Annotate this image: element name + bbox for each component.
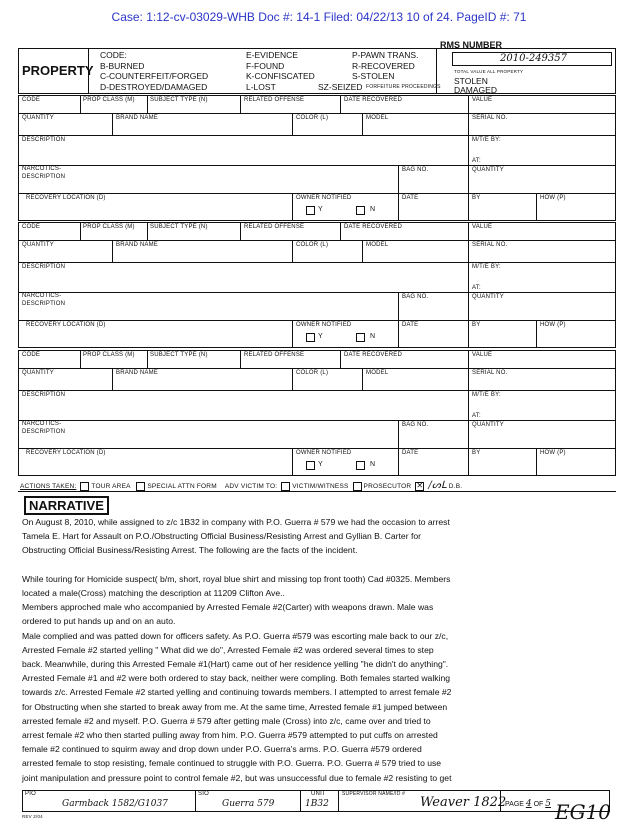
narrative-line: towards z/c. Arrested Female #2 started yelling and continuing towards members. I attempted to arrest female #2 xyxy=(22,687,452,698)
col-divider xyxy=(362,113,363,135)
row-divider xyxy=(18,262,616,263)
row-divider xyxy=(18,320,616,321)
at-label: AT: xyxy=(472,285,481,291)
value-label: VALUE xyxy=(472,352,493,358)
col-divider xyxy=(362,240,363,262)
narrative-line: Obstructing Official Business/Resisting Arrest. The following are the facts of the incident. xyxy=(22,545,358,556)
col-divider xyxy=(468,292,469,320)
col-divider xyxy=(468,420,469,448)
narcotics-label: NARCOTICS- xyxy=(22,166,62,172)
narrative-line: Tamela E. Hart for Assault on P.O./Obstructing Official Business/Resisting Arrest and Gyllian B. Carter for xyxy=(22,531,421,542)
by-label: BY xyxy=(472,195,481,201)
mte-by-label: M/T/E BY: xyxy=(472,264,501,270)
description-label: DESCRIPTION xyxy=(22,137,66,143)
actions-row xyxy=(20,480,616,491)
court-header-line: Case: 1:12-cv-03029-WHB Doc #: 14-1 Filed: 04/22/13 10 of 24. PageID #: 71 xyxy=(111,10,527,24)
subject-type-label: SUBJECT TYPE (N) xyxy=(150,352,208,358)
stolen-label: STOLEN xyxy=(454,76,488,86)
col-divider xyxy=(147,350,148,368)
prop-class-label: PROP CLASS (M) xyxy=(83,224,135,230)
quantity-label: QUANTITY xyxy=(22,242,54,248)
victim-witness-checkbox[interactable] xyxy=(281,482,290,491)
col-divider xyxy=(468,135,469,165)
mte-by-label: M/T/E BY: xyxy=(472,392,501,398)
date-label: DATE xyxy=(402,322,419,328)
mte-by-label: M/T/E BY: xyxy=(472,137,501,143)
recovery-location-label: RECOVERY LOCATION (D) xyxy=(26,195,106,201)
owner-notified-no-checkbox[interactable] xyxy=(356,461,365,470)
row-divider xyxy=(18,420,616,421)
narrative-line: arrested female #2 and myself. P.O. Guerra # 579 after getting male (Cross) into z/c, came over and tried to xyxy=(22,715,431,726)
description-label: DESCRIPTION xyxy=(22,264,66,270)
col-divider xyxy=(80,350,81,368)
brand-name-label: BRAND NAME xyxy=(116,370,159,376)
serial-no-label: SERIAL NO. xyxy=(472,242,508,248)
subject-type-label: SUBJECT TYPE (N) xyxy=(150,224,208,230)
yes-label: Y xyxy=(318,333,323,340)
col-divider xyxy=(468,193,469,221)
col-divider xyxy=(398,320,399,348)
by-label: BY xyxy=(472,322,481,328)
special-attn-label: SPECIAL ATTN FORM xyxy=(147,483,217,490)
yes-label: Y xyxy=(318,206,323,213)
tour-area-label: TOUR AREA xyxy=(91,483,131,490)
col-divider xyxy=(80,222,81,240)
quantity-label: QUANTITY xyxy=(22,115,54,121)
related-offense-label: RELATED OFFENSE xyxy=(244,352,305,358)
total-value-label: TOTAL VALUE ALL PROPERTY xyxy=(454,69,524,74)
value-label: VALUE xyxy=(472,97,493,103)
narcotics-label: NARCOTICS- xyxy=(22,421,62,427)
owner-notified-yes-checkbox[interactable] xyxy=(306,461,315,470)
at-label: AT: xyxy=(472,158,481,164)
code-column-3: P-PAWN TRANS. R-RECOVERED S-STOLEN xyxy=(352,50,419,81)
handwritten-margin-mark: EG10 xyxy=(555,800,612,824)
serial-no-label: SERIAL NO. xyxy=(472,370,508,376)
supervisor-label: SUPERVISOR NAME/ID # xyxy=(342,791,406,797)
col-divider xyxy=(292,368,293,390)
color-label: COLOR (L) xyxy=(296,370,329,376)
no-label: N xyxy=(370,461,376,468)
how-label: HOW (P) xyxy=(540,322,566,328)
date-recovered-label: DATE RECOVERED xyxy=(344,97,403,103)
narrative-line: Arrested Female #1 and #2 were both ordered to stay back, neither were compling. Both females started walking xyxy=(22,673,451,684)
how-label: HOW (P) xyxy=(540,450,566,456)
by-label: BY xyxy=(472,450,481,456)
col-divider xyxy=(398,292,399,320)
serial-no-label: SERIAL NO. xyxy=(472,115,508,121)
row-divider xyxy=(18,240,616,241)
owner-notified-yes-checkbox[interactable] xyxy=(306,333,315,342)
narrative-line: joint manipulation and pressure point to control female #2, but was unsuccessful due to female #2 resisting to get xyxy=(22,772,452,783)
brand-name-label: BRAND NAME xyxy=(116,115,159,121)
col-divider xyxy=(398,448,399,476)
col-divider xyxy=(292,320,293,348)
sio-label: SIO xyxy=(198,791,209,797)
property-label: PROPERTY xyxy=(22,63,94,78)
col-divider xyxy=(536,193,537,221)
col-divider xyxy=(468,262,469,292)
adv-victim-label: ADV VICTIM TO: xyxy=(224,483,278,490)
narrative-label: NARRATIVE xyxy=(24,496,109,515)
color-label: COLOR (L) xyxy=(296,242,329,248)
col-divider xyxy=(398,193,399,221)
bag-no-label: BAG NO. xyxy=(402,294,429,300)
prosecutor-checkbox[interactable] xyxy=(353,482,362,491)
col-divider xyxy=(240,95,241,113)
row-divider xyxy=(18,193,616,194)
pio-label: PIO xyxy=(25,791,36,797)
narrative-line: arrest female #2 who then started pulling away from him. P.O. Guerra #579 attempted to put cuffs on arrested xyxy=(22,730,438,740)
handwritten-initials: /ᔕᒪ xyxy=(428,480,447,491)
code-label: CODE xyxy=(22,352,41,358)
pio-value: Garmback 1582/G1037 xyxy=(62,799,168,809)
special-attn-checkbox[interactable] xyxy=(136,482,145,491)
no-label: N xyxy=(370,333,376,340)
narcotics2-label: DESCRIPTION xyxy=(22,301,66,307)
date-label: DATE xyxy=(402,450,419,456)
narrative-line: Male complied and was patted down for officers safety. As P.O. Guerra #579 was escorting male back to our z/c, xyxy=(22,630,449,641)
supervisor-signature: Weaver 1822 xyxy=(420,795,507,810)
victim-witness-label: VICTIM/WITNESS xyxy=(292,483,349,490)
narcotics2-label: DESCRIPTION xyxy=(22,429,66,435)
col-divider xyxy=(468,350,469,368)
col-divider xyxy=(80,95,81,113)
col-divider xyxy=(340,350,341,368)
code-label: CODE xyxy=(22,97,41,103)
col-divider xyxy=(112,240,113,262)
col-divider xyxy=(468,448,469,476)
row-divider xyxy=(18,292,616,293)
page-indicator: PAGE 4 OF 5 xyxy=(505,799,551,809)
yes-label: Y xyxy=(318,461,323,468)
related-offense-label: RELATED OFFENSE xyxy=(244,224,305,230)
col-divider xyxy=(112,368,113,390)
unit-label: UNIT xyxy=(311,791,326,797)
col-divider xyxy=(362,368,363,390)
narrative-line: ordered to put hands up and on an auto. xyxy=(22,616,176,627)
sio-value: Guerra 579 xyxy=(222,799,275,809)
narrative-line: female #2 continued to squirm away and drop down under P.O. Guerra's arms. P.O. Guerra #579 ordered xyxy=(22,744,422,755)
col-divider xyxy=(240,222,241,240)
sz-seized-label: SZ-SEIZED xyxy=(318,82,363,92)
at-label: AT: xyxy=(472,413,481,419)
narrative-line: for Obstructing when she started to break away from me. At the same time, Arrested female #1 jumped between xyxy=(22,701,448,712)
owner-notified-no-checkbox[interactable] xyxy=(356,206,365,215)
rms-number-label: RMS NUMBER xyxy=(440,40,502,50)
col-divider xyxy=(147,95,148,113)
col-divider xyxy=(536,448,537,476)
col-divider xyxy=(468,113,469,135)
quantity2-label: QUANTITY xyxy=(472,422,504,428)
narcotics-label: NARCOTICS- xyxy=(22,293,62,299)
date-recovered-label: DATE RECOVERED xyxy=(344,352,403,358)
narrative-line: back. Meanwhile, during this Arrested Female #1(Hart) came out of her residence yelling "he didn't do anything". xyxy=(22,659,449,669)
narrative-line: On August 8, 2010, while assigned to z/c 1B32 in company with P.O. Guerra # 579 we had the occasion to arrest xyxy=(22,517,450,527)
narrative-line: located a male(Cross) matching the description at 11209 Clifton Ave.. xyxy=(22,588,285,598)
prop-class-label: PROP CLASS (M) xyxy=(83,352,135,358)
prosecutor-label: PROSECUTOR xyxy=(363,483,412,490)
damaged-label: DAMAGED xyxy=(454,85,497,95)
narcotics2-label: DESCRIPTION xyxy=(22,174,66,180)
col-divider xyxy=(468,165,469,193)
date-label: DATE xyxy=(402,195,419,201)
col-divider xyxy=(240,350,241,368)
owner-notified-label: OWNER NOTIFIED xyxy=(296,195,352,201)
col-divider xyxy=(292,193,293,221)
owner-notified-label: OWNER NOTIFIED xyxy=(296,450,352,456)
code-column-2: E-EVIDENCE F-FOUND K-CONFISCATED L-LOST xyxy=(246,50,315,92)
quantity-label: QUANTITY xyxy=(22,370,54,376)
related-offense-label: RELATED OFFENSE xyxy=(244,97,305,103)
code-column-1: CODE: B-BURNED C-COUNTERFEIT/FORGED D-DESTROYED/DAMAGED xyxy=(100,50,209,92)
row-divider xyxy=(18,390,616,391)
rms-number-value: 2010-249357 xyxy=(500,53,568,64)
col-divider xyxy=(292,240,293,262)
model-label: MODEL xyxy=(366,370,389,376)
how-label: HOW (P) xyxy=(540,195,566,201)
col-divider xyxy=(112,113,113,135)
db-checkbox[interactable]: ✕ xyxy=(416,480,424,490)
code-label: CODE xyxy=(22,224,41,230)
narrative-line: arrested female to stop resisting, female continued to struggle with P.O. Guerra. P.O. Guerra # 579 tried to use xyxy=(22,758,442,769)
col-divider xyxy=(340,222,341,240)
col-divider xyxy=(398,420,399,448)
narrative-line: While touring for Homicide suspect( b/m, short, royal blue shirt and missing top front tooth) Cad #0325. Members xyxy=(22,573,451,584)
narrative-line: Arrested Female #2 started yelling " What did we do", Arrested Female #2 was ordered several times to step xyxy=(22,644,434,655)
col-divider xyxy=(468,368,469,390)
col-divider xyxy=(536,320,537,348)
bag-no-label: BAG NO. xyxy=(402,422,429,428)
forfeiture-label: FORFEITURE PROCEEDINGS xyxy=(366,84,441,90)
col-divider xyxy=(340,95,341,113)
owner-notified-no-checkbox[interactable] xyxy=(356,333,365,342)
col-divider xyxy=(468,320,469,348)
db-label: D.B. xyxy=(448,483,463,490)
quantity2-label: QUANTITY xyxy=(472,294,504,300)
row-divider xyxy=(18,448,616,449)
quantity2-label: QUANTITY xyxy=(472,167,504,173)
col-divider xyxy=(468,95,469,113)
brand-name-label: BRAND NAME xyxy=(116,242,159,248)
subject-type-label: SUBJECT TYPE (N) xyxy=(150,97,208,103)
date-recovered-label: DATE RECOVERED xyxy=(344,224,403,230)
owner-notified-yes-checkbox[interactable] xyxy=(306,206,315,215)
bag-no-label: BAG NO. xyxy=(402,167,429,173)
color-label: COLOR (L) xyxy=(296,115,329,121)
prop-class-label: PROP CLASS (M) xyxy=(83,97,135,103)
model-label: MODEL xyxy=(366,115,389,121)
recovery-location-label: RECOVERY LOCATION (D) xyxy=(26,322,106,328)
col-divider xyxy=(468,390,469,420)
row-divider xyxy=(18,113,616,114)
row-divider xyxy=(18,368,616,369)
col-divider xyxy=(468,222,469,240)
col-divider xyxy=(468,240,469,262)
row-divider xyxy=(18,135,616,136)
owner-notified-label: OWNER NOTIFIED xyxy=(296,322,352,328)
narrative-line: Members approched male who accompanied by Arrested Female #2(Carter) with weapons drawn. Male was xyxy=(22,602,434,613)
actions-taken-label: ACTIONS TAKEN: xyxy=(20,483,77,490)
col-divider xyxy=(292,113,293,135)
col-divider xyxy=(292,448,293,476)
model-label: MODEL xyxy=(366,242,389,248)
col-divider xyxy=(147,222,148,240)
row-divider xyxy=(18,165,616,166)
revision-label: REV 2/04 xyxy=(22,814,43,819)
no-label: N xyxy=(370,206,376,213)
unit-value: 1B32 xyxy=(305,799,329,809)
col-divider xyxy=(398,165,399,193)
recovery-location-label: RECOVERY LOCATION (D) xyxy=(26,450,106,456)
value-label: VALUE xyxy=(472,224,493,230)
tour-area-checkbox[interactable] xyxy=(80,482,89,491)
description-label: DESCRIPTION xyxy=(22,392,66,398)
